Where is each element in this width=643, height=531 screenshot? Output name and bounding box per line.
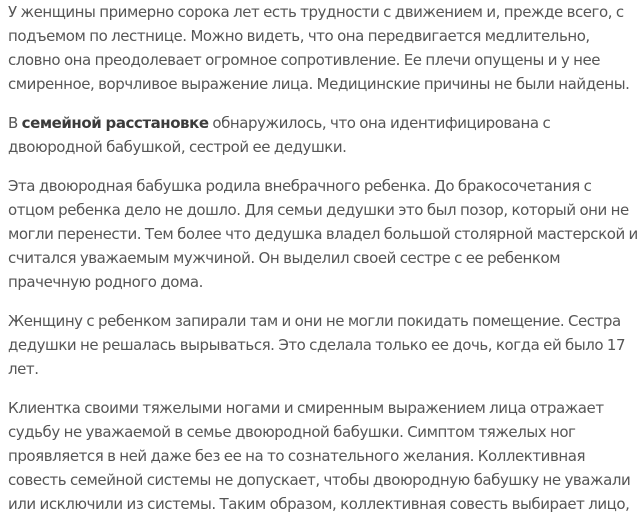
text-line: Клиентка своими тяжелыми ногами и смиренным выражением лица отражает	[8, 399, 604, 417]
text-line: прачечную родного дома.	[8, 273, 203, 291]
text-line: проявляется в ней даже без ее на то сознательного желания. Коллективная	[8, 447, 586, 465]
text-line: Женщину с ребенком запирали там и они не могли покидать помещение. Сестра	[8, 312, 621, 330]
text-line: совесть семейной системы не допускает, чтобы двоюродную бабушку не уважали	[8, 471, 631, 489]
text-line: или исключили из системы. Таким образом, коллективная совесть выбирает лицо,	[8, 495, 630, 513]
text-line: отцом ребенка дело не дошло. Для семьи дедушки это был позор, который они не	[8, 201, 629, 219]
text-line: двоюродной бабушкой, сестрой ее дедушки.	[8, 138, 347, 156]
text-line: смиренное, ворчливое выражение лица. Медицинские причины не были найдены.	[8, 75, 630, 93]
paragraph-3	[8, 174, 643, 294]
bold-term: семейной расстановке	[21, 114, 209, 132]
text-line: могли перенести. Тем более что дедушка владел большой столярной мастерской и	[8, 225, 638, 243]
text-line	[8, 111, 643, 135]
paragraph-1	[8, 0, 643, 96]
paragraph-2	[8, 111, 643, 159]
text-fragment: В	[8, 114, 22, 132]
text-line: У женщины примерно сорока лет есть трудности с движением и, прежде всего, с	[8, 3, 624, 21]
text-line: дедушки не решалась вырываться. Это сделала только ее дочь, когда ей было 17	[8, 336, 626, 354]
article-body	[8, 0, 643, 531]
text-line: лет.	[8, 360, 39, 378]
paragraph-5	[8, 396, 643, 516]
text-line: словно она преодолевает огромное сопротивление. Ее плечи опущены и у нее	[8, 51, 600, 69]
text-line: Эта двоюродная бабушка родила внебрачного ребенка. До бракосочетания с	[8, 177, 592, 195]
paragraph-4	[8, 309, 643, 381]
text-fragment: обнаружилось, что она идентифицирована с	[208, 114, 551, 132]
text-line: считался уважаемым мужчиной. Он выделил своей сестре с ее ребенком	[8, 249, 561, 267]
text-line: судьбу не уважаемой в семье двоюродной бабушки. Симптом тяжелых ног	[8, 423, 576, 441]
text-line: подъемом по лестнице. Можно видеть, что она передвигается медлительно,	[8, 27, 590, 45]
